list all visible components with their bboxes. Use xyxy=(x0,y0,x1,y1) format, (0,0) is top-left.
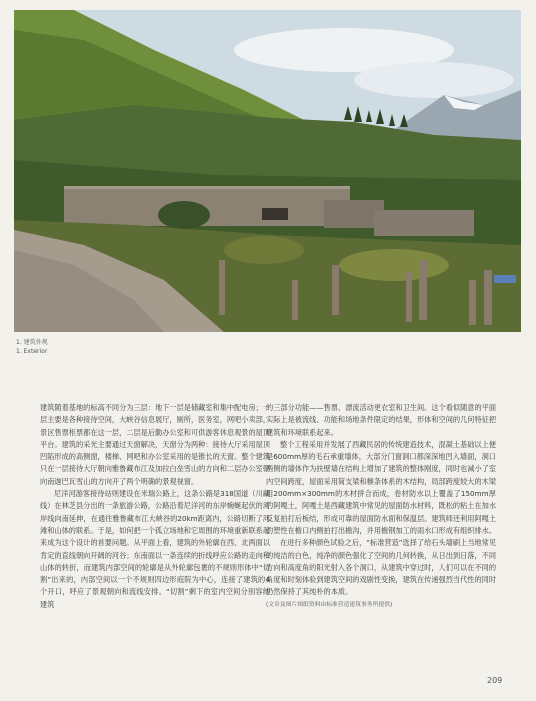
paragraph: 的三部分功能——售票、漂流活动更衣室和卫生间。这个看似随意的平面实际上是被流线、功能和场地条件限定的结果，形体和空间的几何特征把建筑和环境联系起来。 xyxy=(266,403,497,437)
text-column-right xyxy=(266,402,496,610)
paragraph: 整个工程采用并发展了西藏民居的传统建造技术，混凝土基础以上便是600mm厚的毛石承重墙体，大部分门窗洞口都深深地凹入墙面，洞口两侧的墙体作为扶壁墙在结构上增加了建筑的整体刚度，同时也减小了室内空间跨度，屋面采用简支梁和檩条体系的木结构，局部跨度较大的木梁用200mm×300mm的木材拼合而成，卷材防水以上覆盖了150mm厚的阿嘎土，阿嘎土是西藏建筑中常见的屋面防水材料，既松的粘土在加水反复拍打后板结，形成可靠的屋面防水面和保温层。建筑师还利用阿嘎土的塑性在檐口内侧拍打出檐沟，并用檐钢加工的雨水口形成有组织排水。 xyxy=(266,439,497,535)
caption-cn: 1. 建筑外观 xyxy=(16,339,48,346)
source-credit: (文章及图片图纸资料由标准营造建筑事务所提供) xyxy=(266,601,393,608)
cloud xyxy=(354,62,514,98)
page-number: 209 xyxy=(487,676,503,685)
building-window xyxy=(262,208,288,220)
paragraph: 尼洋河游客接待站则建设在米瑞公路上，这条公路是318国道（川藏线）在林芝县分出的一条旅游公路，公路沿着尼洋河的东岸蜿蜒起伏的河岸线向南延伸，在通往雅鲁藏布江大峡谷的20km距离内，公路切断了河滩和山体的联系。于是，如何把一个孤立场地和它周围的环境重新联系起来成为这个设计的首要问题。从平面上看，建筑的外轮廓在西、北两面以肯定的直线朝向开阔的河谷；东南面以一条连续的折线呼应公路的走向和山体的转折，而建筑内部空间的轮廓是从外轮廓包裹的不规则形体中“切割”出来的，内部空间以一个不规则四边形庭院为中心，连接了建筑的4个开口，呼应了景观朝向和流线安排。“切割”剩下的室内空间分别容纳建筑 xyxy=(40,489,271,609)
shrub xyxy=(158,201,210,229)
roof-edge xyxy=(64,186,350,189)
figure-caption xyxy=(16,338,48,356)
shrub xyxy=(339,249,449,281)
exterior-photo xyxy=(14,10,521,332)
exterior-photo-graphic xyxy=(14,10,521,332)
caption-en: 1. Exterior xyxy=(16,348,48,355)
paragraph: 在进行多种颜色试验之后，“标准营造”选择了给石头墙刷上当地常见的纯洁的白色，纯净的颜色强化了空间的几何转换，从日出到日落，不同方向和高度角的阳光射入各个洞口，从建筑中穿过时，人们可以在不同的角度和时刻体验到建筑空间的戏剧性变换，建筑在传递强烈当代性的同时仍然保持了其纯朴的本质。 xyxy=(266,538,497,597)
shrub xyxy=(224,236,304,264)
text-column-left xyxy=(40,402,270,611)
paragraph: 建筑随着基地的标高不同分为三层：地下一层是储藏室和集中配电房；一层主要是各种接待空间，大峡谷信息展厅，厕所，医务室，网吧小卖部，景区售票柜票都在这一层，二层是后勤办公室和可供游客休息观景的屋顶平台。建筑的采光主要通过天窗解决，天窗分为两种：接待大厅采用屋顶凹陷形成的高侧窗，楼梯、网吧和办公室采用的是锥长的天窗。整个建筑只在一层接待大厅朝向雅鲁藏布江及加拉白垒雪山的方向和二层办公室朝向南迦巴瓦雪山的方向开了两个明确的景观视窗。 xyxy=(40,403,271,486)
stone-building-wing xyxy=(374,210,474,236)
blue-tarp xyxy=(494,275,516,283)
